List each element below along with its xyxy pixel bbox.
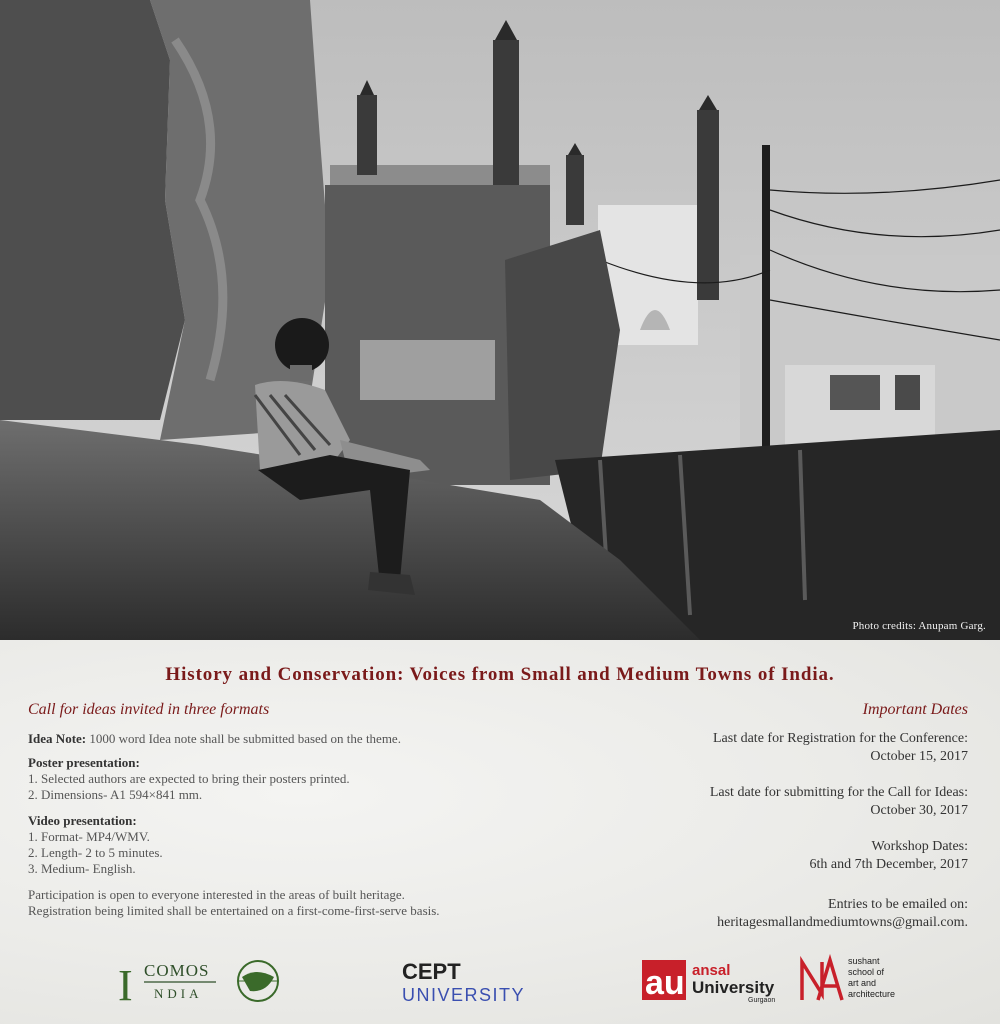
photo-credit: Photo credits: Anupam Garg.: [852, 620, 986, 632]
cept-top: CEPT: [402, 959, 461, 984]
contact-email[interactable]: heritagesmallandmediumtowns@gmail.com.: [717, 915, 968, 930]
poster-item: 2. Dimensions- A1 594×841 mm.: [28, 787, 203, 802]
sushant-line3: art and: [848, 978, 877, 988]
workshop-date: 6th and 7th December, 2017: [809, 857, 968, 872]
icomos-logo: [118, 955, 288, 1005]
poster-item: 1. Selected authors are expected to bring their posters printed.: [28, 771, 350, 786]
idea-label: Idea Note:: [28, 731, 87, 746]
ansal-city: Gurgaon: [748, 997, 776, 1004]
video-item: 2. Length- 2 to 5 minutes.: [28, 845, 163, 860]
ansal-logo: [642, 956, 797, 1004]
icomos-top: COMOS: [144, 961, 210, 980]
sushant-line4: architecture: [848, 989, 896, 999]
idea-text: 1000 word Idea note shall be submitted based on the theme.: [86, 731, 401, 746]
registration-label: Last date for Registration for the Conference:: [712, 731, 968, 746]
registration-date: October 15, 2017: [870, 749, 968, 764]
page-title: History and Conservation: Voices from Small and Medium Towns of India.: [165, 664, 835, 685]
icomos-bottom: NDIA: [154, 986, 203, 1001]
poster-heading: Poster presentation:: [28, 755, 140, 770]
participation-line: Registration being limited shall be entertained on a first-come-first-serve basis.: [28, 903, 440, 918]
call-details: [28, 731, 588, 919]
ansal-mark: au: [645, 964, 685, 1002]
cept-bottom: UNIVERSITY: [402, 985, 526, 1005]
important-dates: [548, 730, 968, 932]
dates-heading: Important Dates: [862, 701, 968, 718]
icomos-letter: I: [118, 961, 133, 1005]
call-heading: Call for ideas invited in three formats: [28, 701, 270, 718]
submission-label: Last date for submitting for the Call for Ideas:: [709, 785, 968, 800]
sushant-logo: [800, 954, 915, 1004]
logo-strip: [0, 950, 1000, 1010]
video-heading: Video presentation:: [28, 813, 137, 828]
ansal-university: University: [692, 978, 775, 997]
video-item: 3. Medium- English.: [28, 861, 136, 876]
cept-logo: [400, 955, 540, 1005]
sushant-line1: sushant: [848, 956, 880, 966]
ansal-name: ansal: [692, 962, 731, 979]
workshop-label: Workshop Dates:: [871, 839, 968, 854]
submission-date: October 30, 2017: [870, 803, 968, 818]
participation-line: Participation is open to everyone interested in the areas of built heritage.: [28, 887, 405, 902]
sushant-line2: school of: [848, 967, 885, 977]
video-item: 1. Format- MP4/WMV.: [28, 829, 150, 844]
entries-label: Entries to be emailed on:: [828, 897, 968, 912]
idea-note: [28, 731, 588, 747]
